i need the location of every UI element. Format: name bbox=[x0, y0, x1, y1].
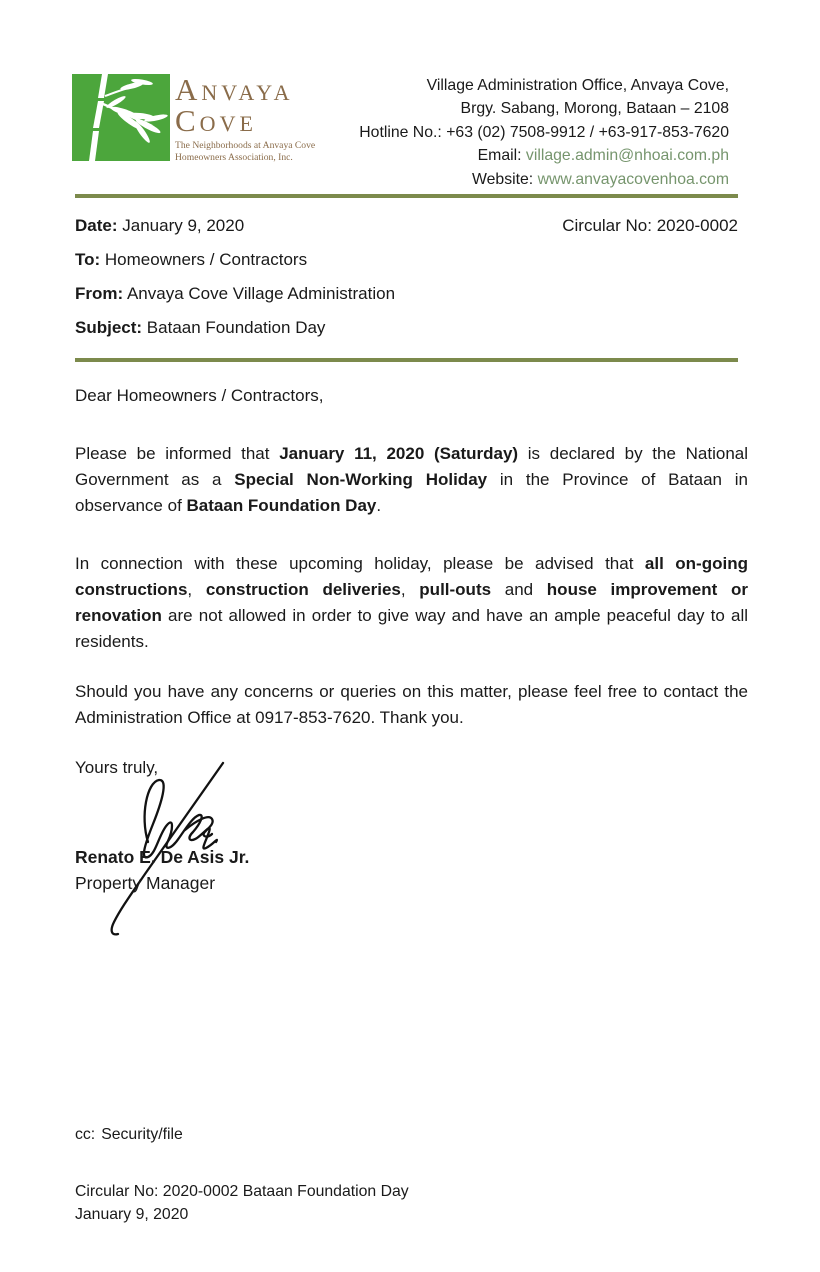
email-link[interactable]: village.admin@nhoai.com.ph bbox=[525, 147, 729, 165]
address-line1: Village Administration Office, Anvaya Cove, bbox=[426, 77, 729, 94]
paragraph-2: In connection with these upcoming holiday, please be advised that all on-going constructions, construction deliveries, pull-outs and house improvement or renovation are not allowed in order to give way and have an ample peaceful day to all residents. bbox=[75, 554, 748, 651]
salutation: Dear Homeowners / Contractors, bbox=[75, 386, 324, 405]
email-label: Email: bbox=[477, 147, 522, 165]
contact-block bbox=[359, 74, 729, 191]
closing-line: Yours truly, bbox=[75, 758, 159, 777]
to-value: Homeowners / Contractors bbox=[104, 250, 308, 269]
to-label: To: bbox=[75, 250, 101, 269]
website-link[interactable]: www.anvayacovenhoa.com bbox=[537, 170, 729, 188]
cc-label: cc: bbox=[75, 1126, 96, 1143]
subject-row bbox=[75, 317, 738, 338]
from-line bbox=[75, 283, 395, 304]
footer-reference bbox=[75, 1181, 409, 1226]
subject-value: Bataan Foundation Day bbox=[146, 318, 326, 337]
date-value: January 9, 2020 bbox=[122, 216, 245, 235]
paragraph-3: Should you have any concerns or queries on this matter, please feel free to contact the Administration Office at 0917-853-7620. Thank you. bbox=[75, 682, 748, 727]
to-line bbox=[75, 249, 307, 270]
subject-label: Subject: bbox=[75, 318, 143, 337]
from-label: From: bbox=[75, 284, 124, 303]
address-line2: Brgy. Sabang, Morong, Bataan – 2108 bbox=[460, 100, 729, 118]
to-row bbox=[75, 249, 738, 270]
cc-line bbox=[75, 1124, 183, 1145]
brand-name-anvaya: Anvaya bbox=[175, 72, 294, 107]
hotline-label: Hotline No.: bbox=[359, 123, 442, 141]
brand-tagline-line1: The Neighborhoods at Anvaya Cove bbox=[175, 140, 316, 151]
email-line bbox=[359, 144, 729, 167]
signer-name: Renato E. De Asis Jr. bbox=[75, 847, 250, 867]
circular-number: Circular No: 2020-0002 bbox=[562, 216, 738, 235]
hotline-value: +63 (02) 7508-9912 / +63-917-853-7620 bbox=[446, 123, 729, 141]
header-divider bbox=[75, 194, 738, 198]
date-row bbox=[75, 215, 738, 236]
hotline-line bbox=[359, 121, 729, 144]
date-label: Date: bbox=[75, 216, 118, 235]
cc-value: Security/file bbox=[101, 1126, 183, 1143]
paragraph-1: Please be informed that January 11, 2020 (Saturday) is declared by the National Government as a Special Non-Working Holiday in the Province of Bataan in observance of Bataan Foundation Day. bbox=[75, 444, 749, 515]
subject-line bbox=[75, 317, 325, 338]
from-row bbox=[75, 283, 738, 304]
brand-name-cove: Cove bbox=[175, 103, 257, 138]
date-line bbox=[75, 215, 244, 236]
meta-block bbox=[75, 215, 738, 351]
from-value: Anvaya Cove Village Administration bbox=[126, 284, 396, 303]
signer-title: Property Manager bbox=[75, 873, 216, 893]
footer-ref-line1: Circular No: 2020-0002 Bataan Foundation Day bbox=[75, 1183, 409, 1200]
footer-ref-line2: January 9, 2020 bbox=[75, 1205, 189, 1223]
bamboo-logo-icon bbox=[72, 74, 170, 161]
website-line bbox=[359, 168, 729, 191]
brand-tagline-line2: Homeowners Association, Inc. bbox=[175, 151, 293, 163]
anvaya-cove-logo bbox=[72, 72, 316, 163]
website-label: Website: bbox=[472, 170, 534, 188]
section-divider bbox=[75, 358, 738, 362]
